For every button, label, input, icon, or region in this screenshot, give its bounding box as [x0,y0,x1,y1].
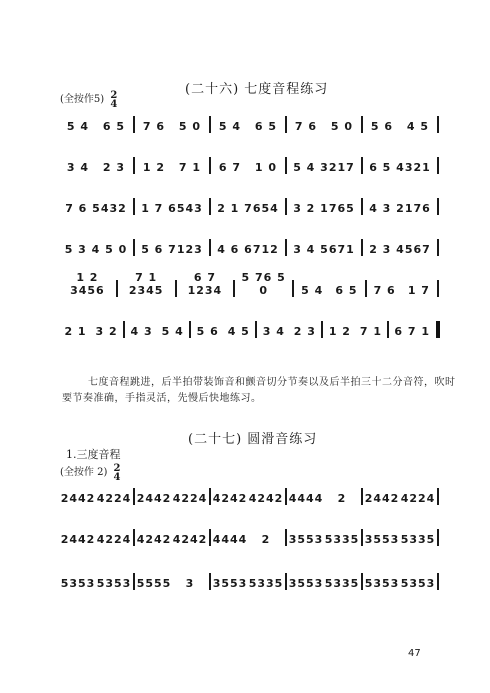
barline [361,573,363,590]
barline [209,239,211,256]
barline [361,198,363,215]
section-26-header [60,90,117,109]
barline [361,239,363,256]
measure: 5335 [324,577,360,590]
measure: 3 [185,577,195,590]
measure: 4444 [212,533,248,546]
measure: 5 0 [330,120,354,133]
measure: 3553 [364,533,400,546]
measure: 4242 [248,492,284,505]
time-signature-top: 2 [113,462,121,474]
instruction-line-1: 七度音程跳进，后半拍带装饰音和颤音切分节奏以及后半拍三十二分音符，吹时 [88,377,456,388]
barline [123,321,125,338]
measure: 4224 [172,492,208,505]
barline [133,573,135,590]
measure: 7 1 [359,325,383,338]
barline [255,321,257,338]
barline [285,198,287,215]
barline [437,157,439,174]
measure: 5353 [60,577,96,590]
measure: 6 5 [335,284,358,297]
measure: 1 7 [407,284,430,297]
measure: 1 2 [142,161,166,174]
measure: 2 1 [64,325,87,338]
measure: 3553 [288,577,324,590]
barline [292,280,294,297]
measure: 4224 [96,492,132,505]
barline [361,116,363,133]
measure: 3553 [288,533,324,546]
measure: 2 3 4567 [369,243,431,256]
measure: 1 2 3456 [70,271,105,297]
measure: 5353 [364,577,400,590]
barline [189,321,191,338]
barline [209,529,211,546]
notation-row-3 [60,197,440,215]
measure: 2442 [364,492,400,505]
measure: 5 4 3217 [293,161,355,174]
measure: 7 6 [373,284,396,297]
measure: 2442 [136,492,172,505]
measure: 5353 [400,577,436,590]
barline [175,280,177,297]
measure: 5335 [400,533,436,546]
section-27-title: (二十七) 圆滑音练习 [188,432,318,447]
measure: 6 5 [102,120,126,133]
time-signature-bottom: 4 [113,471,121,483]
measure: 5 6 [196,325,219,338]
section-27-time-signature [114,464,121,482]
measure: 2442 [60,492,96,505]
barline [285,116,287,133]
barline [437,529,439,546]
measure: 5 0 [178,120,202,133]
measure: 2 [337,492,347,505]
final-barline [436,321,440,338]
barline [209,488,211,505]
measure: 5 3 4 5 0 [64,243,128,256]
measure: 6 7 1234 [187,271,223,297]
measure: 5353 [96,577,132,590]
measure: 4 6 6712 [217,243,279,256]
barline [209,573,211,590]
time-signature-top: 2 [110,89,118,101]
barline [209,116,211,133]
measure: 3 4 [262,325,285,338]
barline [133,529,135,546]
measure: 7 1 [178,161,202,174]
measure: 5 6 7123 [141,243,203,256]
measure: 5555 [136,577,172,590]
barline [209,157,211,174]
barline [361,488,363,505]
barline [437,573,439,590]
barline [437,280,439,297]
barline [285,239,287,256]
measure: 4 5 [406,120,430,133]
measure: 4444 [288,492,324,505]
measure: 3553 [212,577,248,590]
slur-row-3 [60,572,440,590]
notation-row-1 [60,115,440,133]
barline [285,488,287,505]
measure: 6 5 [254,120,278,133]
measure: 1 2 [328,325,351,338]
barline [437,488,439,505]
measure: 7 6 [294,120,318,133]
measure: 4224 [96,533,132,546]
barline [285,529,287,546]
measure: 5335 [248,577,284,590]
slur-row-2 [60,528,440,546]
measure: 3 4 [66,161,90,174]
barline [233,280,235,297]
section-27-subtitle: 1.三度音程 [66,448,121,461]
notation-row-2 [60,156,440,174]
measure: 5 76 5 0 [241,271,286,297]
instruction-line-2: 要节奏准确，手指灵活，先慢后快地练习。 [62,393,262,404]
section-26-fingering: (全按作5) [60,94,105,105]
measure: 4224 [400,492,436,505]
barline [133,239,135,256]
measure: 7 1 2345 [128,271,164,297]
barline [116,280,118,297]
barline [285,157,287,174]
section-26-title: (二十六) 七度音程练习 [185,82,329,97]
measure: 5335 [324,533,360,546]
barline [285,573,287,590]
measure: 3 2 [95,325,118,338]
measure: 2 3 [293,325,316,338]
measure: 4242 [136,533,172,546]
barline [437,239,439,256]
slur-row-1 [60,487,440,505]
measure: 4 3 2176 [369,202,431,215]
barline [361,529,363,546]
measure: 1 0 [254,161,278,174]
measure: 6 7 [218,161,242,174]
barline [365,280,367,297]
barline [361,157,363,174]
measure: 5 4 [66,120,90,133]
notation-row-6 [60,320,440,338]
section-27-header [60,463,121,482]
measure: 3 2 1765 [293,202,355,215]
barline [387,321,389,338]
measure: 6 5 4321 [369,161,431,174]
measure: 4 5 [227,325,250,338]
barline [437,198,439,215]
measure: 4 3 [130,325,153,338]
measure: 1 7 6543 [141,202,203,215]
page-number: 47 [408,648,421,659]
barline [437,116,439,133]
measure: 7 6 [142,120,166,133]
measure: 4242 [212,492,248,505]
barline [209,198,211,215]
barline [133,488,135,505]
measure: 6 7 1 [394,325,431,338]
notation-row-5 [60,271,440,297]
barline [133,198,135,215]
measure: 5 6 [370,120,394,133]
notation-row-4 [60,238,440,256]
section-26-time-signature [110,91,117,109]
time-signature-bottom: 4 [110,98,118,110]
measure: 5 4 [301,284,324,297]
measure: 5 4 [218,120,242,133]
barline [133,116,135,133]
barline [321,321,323,338]
section-27-fingering: (全按作 2) [60,467,108,478]
measure: 2 1 7654 [217,202,279,215]
measure: 2442 [60,533,96,546]
measure: 4242 [172,533,208,546]
measure: 2 [261,533,271,546]
barline [133,157,135,174]
measure: 3 4 5671 [293,243,355,256]
measure: 5 4 [161,325,184,338]
measure: 2 3 [102,161,126,174]
measure: 7 6 5432 [65,202,127,215]
